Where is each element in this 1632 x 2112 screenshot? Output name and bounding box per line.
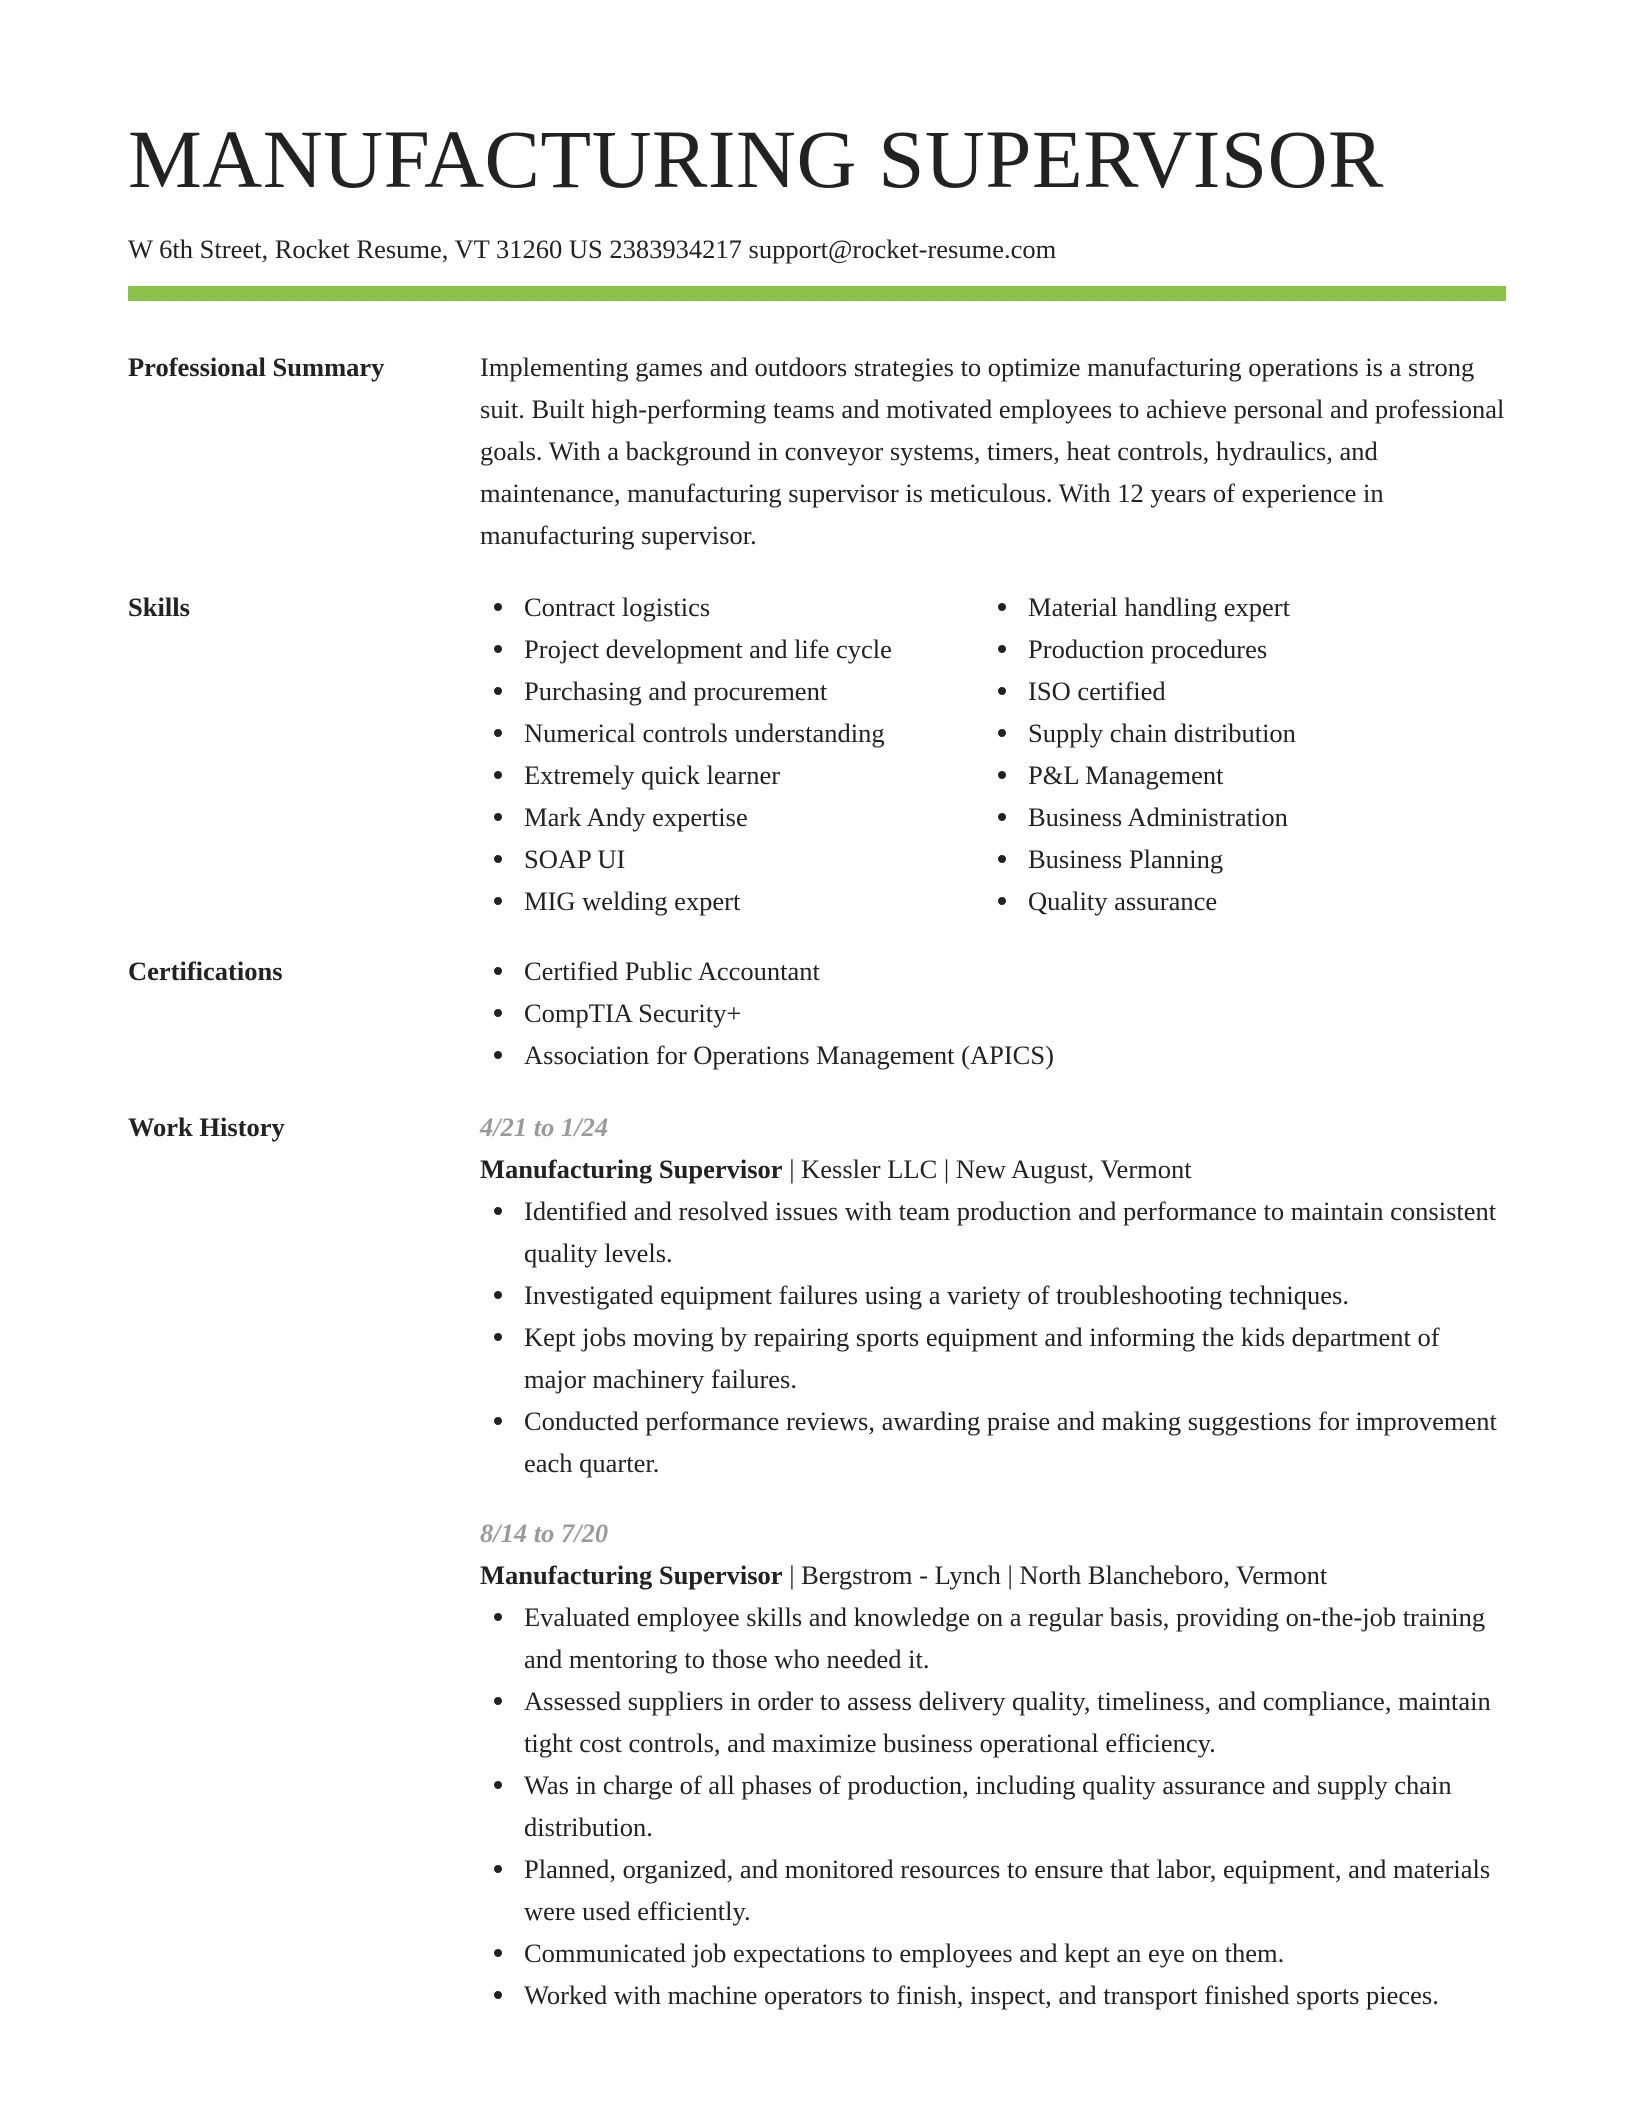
job-entry [480, 1512, 1506, 2016]
job-bullet: Conducted performance reviews, awarding praise and making suggestions for improvement each quarter. [480, 1400, 1506, 1484]
job-title: Manufacturing Supervisor [480, 1560, 783, 1590]
skill-item: Project development and life cycle [480, 628, 984, 670]
skills-column-right [984, 586, 1488, 922]
certification-item: CompTIA Security+ [480, 992, 1506, 1034]
work-history-heading: Work History [128, 1112, 285, 1142]
skill-item: Production procedures [984, 628, 1488, 670]
skill-item: Extremely quick learner [480, 754, 984, 796]
certifications-heading: Certifications [128, 956, 283, 986]
job-bullet: Investigated equipment failures using a variety of troubleshooting techniques. [480, 1274, 1506, 1316]
job-bullet: Evaluated employee skills and knowledge on a regular basis, providing on-the-job training and mentoring to those who needed it. [480, 1596, 1506, 1680]
job-bullet: Was in charge of all phases of production, including quality assurance and supply chain distribution. [480, 1764, 1506, 1848]
job-bullet: Kept jobs moving by repairing sports equipment and informing the kids department of major machinery failures. [480, 1316, 1506, 1400]
work-history-body [480, 1106, 1506, 2016]
job-title-line [480, 1554, 1506, 1596]
skill-item: Contract logistics [480, 586, 984, 628]
summary-body [480, 346, 1506, 556]
job-entry [480, 1106, 1506, 1484]
skill-item: Business Planning [984, 838, 1488, 880]
skills-column-left [480, 586, 984, 922]
resume-name: MANUFACTURING SUPERVISOR [128, 113, 1384, 205]
job-details: | Kessler LLC | New August, Vermont [782, 1154, 1192, 1184]
skill-item: ISO certified [984, 670, 1488, 712]
job-bullets [480, 1190, 1506, 1484]
certifications-list [480, 950, 1506, 1076]
contact-line: W 6th Street, Rocket Resume, VT 31260 US 2383934217 support@rocket-resume.com [128, 234, 1057, 264]
skills-list-left [480, 586, 984, 922]
skill-item: Numerical controls understanding [480, 712, 984, 754]
skills-heading: Skills [128, 592, 190, 622]
job-bullet: Planned, organized, and monitored resources to ensure that labor, equipment, and materials were used efficiently. [480, 1848, 1506, 1932]
job-bullet: Identified and resolved issues with team production and performance to maintain consistent quality levels. [480, 1190, 1506, 1274]
certification-item: Certified Public Accountant [480, 950, 1506, 992]
skill-item: Quality assurance [984, 880, 1488, 922]
skill-item: Mark Andy expertise [480, 796, 984, 838]
job-bullets [480, 1596, 1506, 2016]
job-details: | Bergstrom - Lynch | North Blancheboro, Vermont [782, 1560, 1328, 1590]
summary-text: Implementing games and outdoors strategies to optimize manufacturing operations is a strong suit. Built high-performing teams and motivated employees to achieve personal and professional goals. With a background in conveyor systems, timers, heat controls, hydraulics, and maintenance, manufacturing supervisor is meticulous. With 12 years of experience in manufacturing supervisor. [480, 352, 1505, 550]
skill-item: Business Administration [984, 796, 1488, 838]
job-title: Manufacturing Supervisor [480, 1154, 783, 1184]
job-title-line [480, 1148, 1506, 1190]
certifications-body [480, 950, 1506, 1076]
skill-item: P&L Management [984, 754, 1488, 796]
skill-item: Purchasing and procurement [480, 670, 984, 712]
skill-item: Supply chain distribution [984, 712, 1488, 754]
certification-item: Association for Operations Management (APICS) [480, 1034, 1506, 1076]
job-dates: 8/14 to 7/20 [480, 1518, 609, 1548]
job-bullet: Communicated job expectations to employees and kept an eye on them. [480, 1932, 1506, 1974]
job-bullet: Worked with machine operators to finish, inspect, and transport finished sports pieces. [480, 1974, 1506, 2016]
job-bullet: Assessed suppliers in order to assess delivery quality, timeliness, and compliance, maintain tight cost controls, and maximize business operational efficiency. [480, 1680, 1506, 1764]
skills-body [480, 586, 1506, 922]
header-accent-rule [128, 286, 1506, 301]
skills-list-right [984, 586, 1488, 922]
skill-item: SOAP UI [480, 838, 984, 880]
job-dates: 4/21 to 1/24 [480, 1112, 609, 1142]
skill-item: Material handling expert [984, 586, 1488, 628]
skill-item: MIG welding expert [480, 880, 984, 922]
summary-heading: Professional Summary [128, 352, 385, 382]
